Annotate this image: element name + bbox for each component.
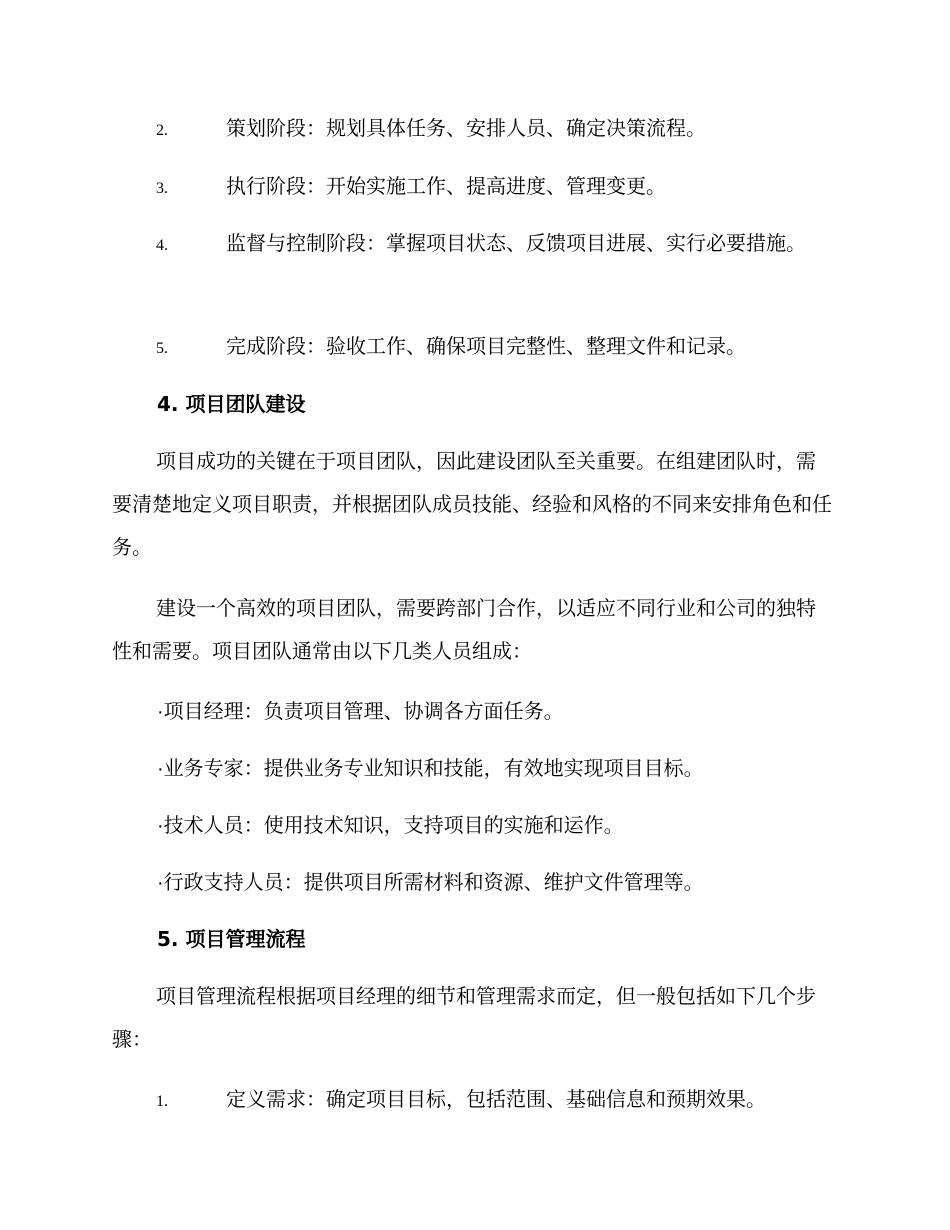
paragraph: 建设一个高效的项目团队，需要跨部门合作，以适应不同行业和公司的独特性和需要。项目团队通常由以下几类人员组成： [112,596,816,663]
list-text: 执行阶段：开始实施工作、提高进度、管理变更。 [226,174,666,198]
list-text: 定义需求：确定项目目标，包括范围、基础信息和预期效果。 [226,1087,766,1111]
list-number: 2. [156,122,168,139]
list-item [112,1078,832,1123]
bullet-dot: · [157,758,164,780]
list-number: 1. [156,1093,168,1110]
section-heading: 5. 项目管理流程 [157,927,306,951]
list-text: 监督与控制阶段：掌握项目状态、反馈项目进展、实行必要措施。 [226,231,806,255]
list-number: 5. [156,340,168,357]
bullet-item [157,810,624,841]
list-text: 策划阶段：规划具体任务、安排人员、确定决策流程。 [226,116,706,140]
bullet-text: 业务专家：提供业务专业知识和技能，有效地实现项目目标。 [163,756,704,780]
list-item [112,325,832,370]
bullet-text: 项目经理：负责项目管理、协调各方面任务。 [163,699,564,723]
list-item [112,107,832,152]
bullet-item [157,696,564,727]
paragraph: 项目管理流程根据项目经理的细节和管理需求而定，但一般包括如下几个步骤： [112,984,816,1051]
list-item [112,222,832,267]
bullet-item [157,867,704,898]
list-number: 3. [156,180,168,197]
bullet-dot: · [157,701,164,723]
bullet-text: 行政支持人员：提供项目所需材料和资源、维护文件管理等。 [163,870,704,894]
bullet-dot: · [157,815,164,837]
bullet-item [157,753,704,784]
paragraph: 项目成功的关键在于项目团队，因此建设团队至关重要。在组建团队时，需要清楚地定义项目职责，并根据团队成员技能、经验和风格的不同来安排角色和任务。 [112,449,832,559]
list-number: 4. [156,237,168,254]
bullet-dot: · [157,872,164,894]
list-text: 完成阶段：验收工作、确保项目完整性、整理文件和记录。 [226,334,746,358]
list-item [112,165,832,210]
bullet-text: 技术人员：使用技术知识，支持项目的实施和运作。 [163,813,624,837]
section-heading: 4. 项目团队建设 [157,392,306,416]
